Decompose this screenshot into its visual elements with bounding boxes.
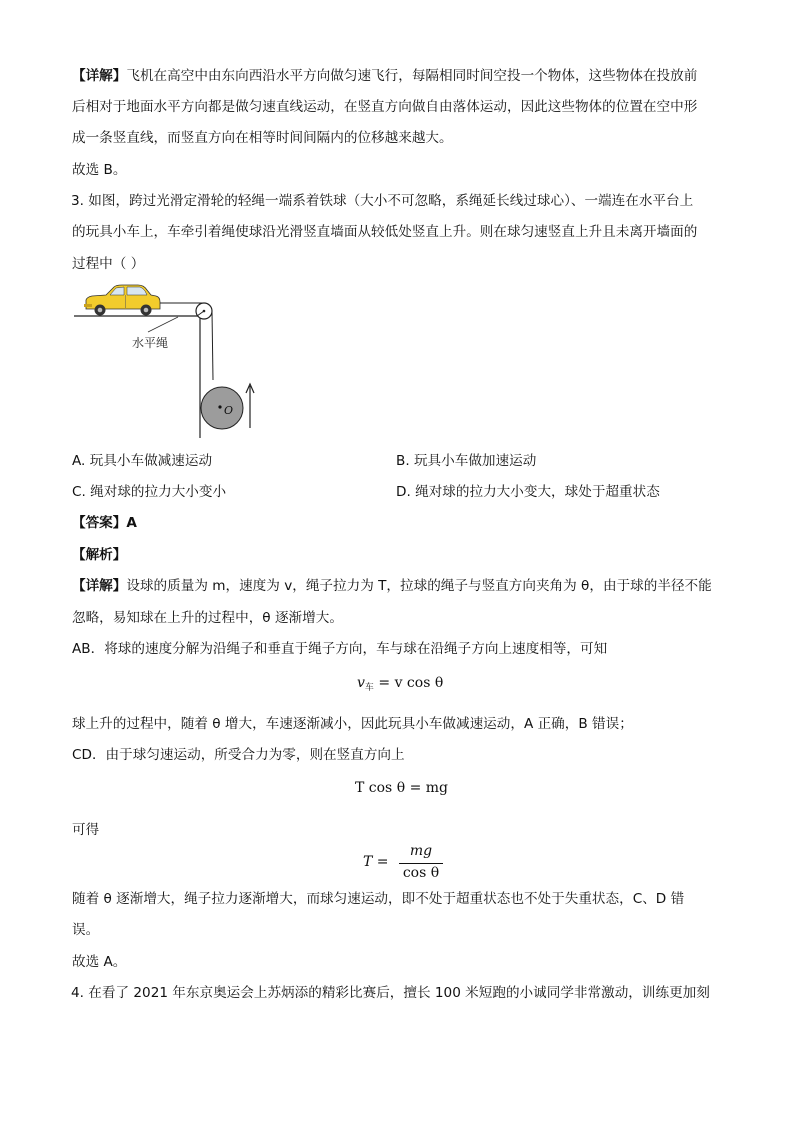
ab-line: AB．将球的速度分解为沿绳子和垂直于绳子方向，车与球在沿绳子方向上速度相等，可知	[72, 641, 608, 657]
q3-line1: 3. 如图，跨过光滑定滑轮的轻绳一端系着铁球（大小不可忽略，系绳延长线过球心）、一端连在水平台上	[71, 193, 694, 209]
eq3-denominator: cos θ	[402, 865, 440, 881]
equation-2: T cos θ = mg	[355, 780, 448, 796]
para1-conclusion: 故选 B。	[72, 162, 127, 178]
detail3-conclusion: 故选 A。	[72, 954, 127, 970]
q4-line1: 4. 在看了 2021 年东京奥运会上苏炳添的精彩比赛后，擅长 100 米短跑的小诚同学非常激动，训练更加刻	[71, 985, 710, 1001]
cd-result2: 误。	[72, 922, 100, 938]
cd-result1: 随着 θ 逐渐增大，绳子拉力逐渐增大，而球匀速运动，即不处于超重状态也不处于失重状态，C、D 错	[72, 891, 685, 907]
option-d: D. 绳对球的拉力大小变大，球处于超重状态	[396, 484, 660, 500]
eq1-rhs: = v cos θ	[373, 675, 444, 691]
para1-line1-text: 飞机在高空中由东向西沿水平方向做匀速飞行，每隔相同时间空投一个物体，这些物体在投放前	[126, 68, 698, 84]
detail-tag: 【详解】	[72, 68, 127, 84]
slanted-rope	[212, 311, 213, 380]
kede-line: 可得	[72, 822, 100, 838]
detail3-line1-text: 设球的质量为 m，速度为 v，绳子拉力为 T，拉球的绳子与竖直方向夹角为 θ，由于球的半径不能	[126, 578, 712, 594]
eq3-numerator: mg	[409, 843, 433, 859]
option-a: A. 玩具小车做减速运动	[72, 453, 213, 469]
fraction-bar	[399, 863, 443, 864]
iron-ball-icon	[201, 387, 243, 429]
equation-1	[357, 673, 443, 698]
detail3-line2: 忽略，易知球在上升的过程中，θ 逐渐增大。	[72, 610, 343, 626]
rope-label: 水平绳	[132, 336, 169, 350]
pulley-figure	[72, 283, 282, 443]
para1-line1	[72, 66, 697, 86]
eq1-lhs: v	[357, 675, 365, 691]
para1-line2: 后相对于地面水平方向都是做匀速直线运动，在竖直方向做自由落体运动，因此这些物体的位置在空中形	[72, 99, 698, 115]
eq1-sub: 车	[364, 683, 374, 693]
q3-line2: 的玩具小车上，车牵引着绳使球沿光滑竖直墙面从较低处竖直上升。则在球匀速竖直上升且未离开墙面的	[72, 224, 698, 240]
option-c: C. 绳对球的拉力大小变小	[72, 484, 227, 500]
analysis-label: 【解析】	[72, 547, 127, 563]
q3-line3: 过程中（ ）	[72, 256, 145, 272]
para1-line3: 成一条竖直线，而竖直方向在相等时间间隔内的位移越来越大。	[72, 130, 453, 146]
ab-result: 球上升的过程中，随着 θ 增大，车速逐渐减小，因此玩具小车做减速运动，A 正确，B 错误；	[72, 716, 633, 732]
ball-center-label: O	[224, 404, 234, 417]
detail3-tag: 【详解】	[72, 578, 127, 594]
cd-line: CD．由于球匀速运动，所受合力为零，则在竖直方向上	[72, 747, 405, 763]
toy-car-icon	[84, 285, 160, 316]
eq3-lhs: T =	[363, 854, 389, 870]
detail3-line1	[72, 576, 712, 596]
answer-label: 【答案】A	[72, 515, 137, 531]
option-b: B. 玩具小车做加速运动	[396, 453, 537, 469]
